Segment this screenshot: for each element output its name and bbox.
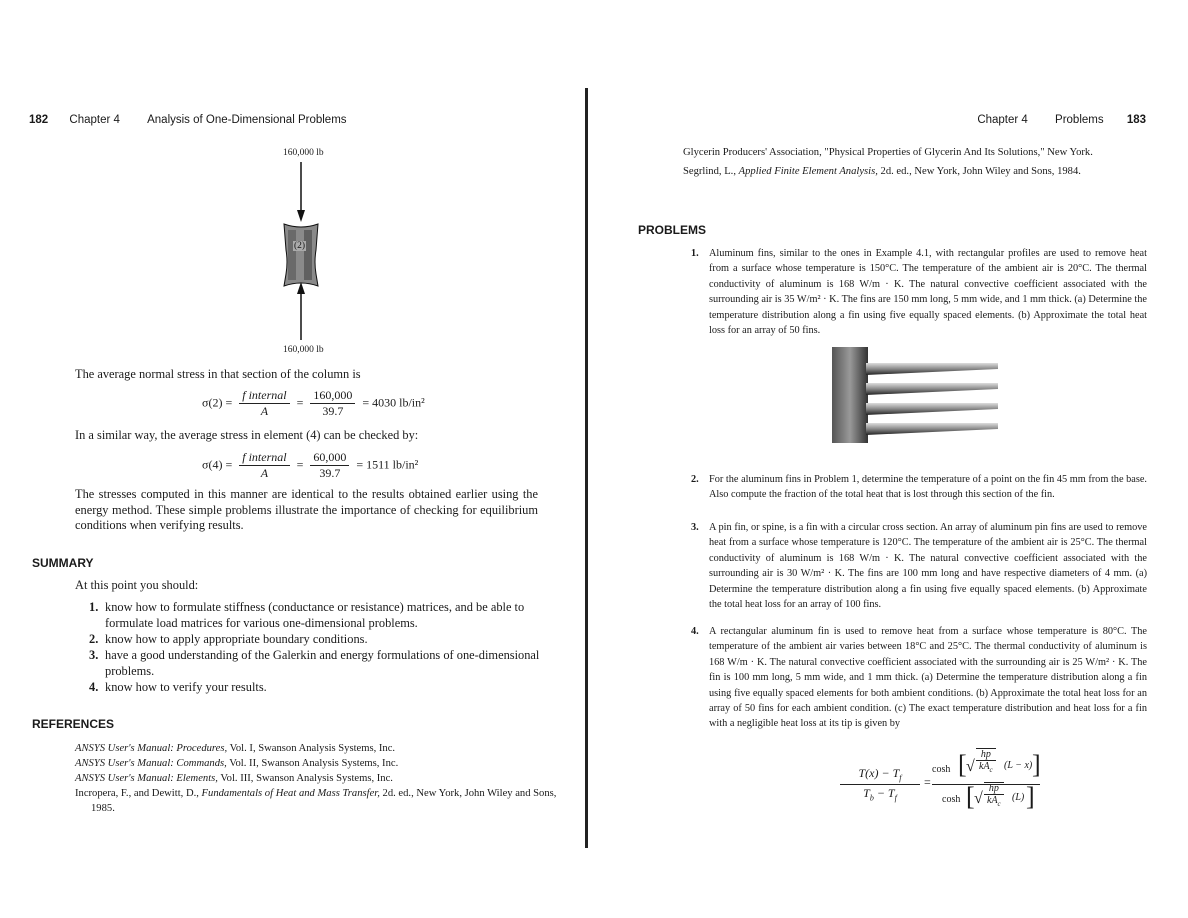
eq3-sqrt-num: hp [984, 782, 1004, 795]
eq3-bracket-left: [ [966, 782, 975, 811]
para-avg-stress: The average normal stress in that section of the column is [75, 367, 361, 381]
top-load-label: 160,000 lb [283, 148, 324, 158]
eq1-frac1 [239, 388, 289, 419]
equation-stress-2 [202, 388, 425, 419]
reference-pre: Incropera, F., and Dewitt, D., [75, 788, 202, 799]
problem-number: 4. [691, 626, 699, 637]
left-header-title: Analysis of One-Dimensional Problems [147, 114, 347, 126]
eq2-eq: = [296, 457, 304, 472]
reference-italic: ANSYS User's Manual: Elements, [75, 773, 218, 784]
element-label: (2) [294, 241, 306, 251]
problem-number: 2. [691, 474, 699, 485]
reference-rest: Vol. II, Swanson Analysis Systems, Inc. [226, 758, 399, 769]
eq3-equals: = [924, 775, 931, 789]
eq3-rhs-den [942, 782, 1035, 822]
right-header-chapter: Chapter 4 [977, 114, 1028, 126]
right-page-number: 183 [1126, 114, 1146, 126]
eq3-sqrt-sign: √ [966, 758, 975, 775]
eq1-num2: 160,000 [310, 388, 355, 404]
fin [866, 403, 998, 415]
summary-item-number: 4. [89, 680, 99, 694]
eq1-den2: 39.7 [322, 404, 344, 418]
reference-pre: Segrlind, L., [683, 166, 739, 177]
fin [866, 363, 998, 375]
eq3-lhs-den [840, 785, 920, 802]
reference-item [75, 771, 545, 786]
problems-heading: PROBLEMS [638, 223, 707, 237]
para-similar: In a similar way, the average stress in element (4) can be checked by: [75, 428, 419, 442]
eq3-top-arg: (L − x) [1004, 760, 1033, 771]
eq3-sqrt-num: hp [976, 748, 996, 761]
reference-pre: Glycerin Producers' Association, "Physical Properties of Glycerin And Its Solutions," New York. [683, 147, 1093, 158]
eq3-bracket-right: ] [1032, 750, 1041, 779]
reference-item [75, 741, 545, 756]
summary-heading: SUMMARY [32, 556, 94, 570]
eq3-lhs-den-sub: f [894, 793, 897, 803]
eq2-num1: f internal [239, 450, 289, 466]
eq3-lhs-den-sub: b [869, 793, 874, 803]
book-spine-divider [585, 88, 588, 848]
eq3-sqrt-frac [984, 782, 1004, 808]
problem-number: 1. [691, 248, 699, 259]
right-page [590, 0, 1188, 918]
equation-stress-4 [202, 450, 418, 481]
summary-item-number: 1. [89, 600, 99, 614]
problem-text: A pin fin, or spine, is a fin with a circular cross section. An array of aluminum pin fins are used to remove heat from a surface whose temperature is 120°C. The temperature of the ambient air is 25°C. The thermal conductivity of aluminum is 168 W/m · K. The natural convective coefficient associated with the surrounding air is 30 W/m² · K. The fins are 100 mm long and have respective diameters of 4 mm. (a) Determine the temperature distribution along a fin using five equally spaced elements. (b) Approximate the total heat loss for an array of 100 fins. [709, 522, 1147, 611]
reference-italic: ANSYS User's Manual: Procedures, [75, 743, 228, 754]
eq2-den1: A [260, 466, 269, 480]
eq3-lhs [840, 766, 920, 803]
eq3-lhs-num [840, 766, 920, 785]
eq3-rhs-num [932, 748, 1040, 785]
eq3-sqrt-den: kA [979, 761, 990, 772]
fin-array-figure [830, 345, 1002, 445]
eq3-sqrt-frac [976, 748, 996, 774]
eq3-sqrt-den: kA [987, 795, 998, 806]
eq1-lhs: σ(2) = [202, 395, 233, 410]
summary-item-text: know how to verify your results. [105, 680, 267, 694]
eq3-cosh-top: cosh [932, 764, 951, 775]
reference-italic: Applied Finite Element Analysis, [738, 166, 878, 177]
bottom-load-label: 160,000 lb [283, 345, 324, 355]
reference-rest: Vol. III, Swanson Analysis Systems, Inc. [217, 773, 393, 784]
reference-item [75, 756, 545, 771]
eq3-bracket-left: [ [958, 750, 967, 779]
summary-item-number: 2. [89, 632, 99, 646]
eq3-lhs-den-mid: − T [873, 786, 895, 801]
reference-item [683, 164, 1153, 179]
left-header-chapter: Chapter 4 [69, 114, 120, 126]
reference-item [75, 786, 557, 817]
reference-item [683, 145, 1153, 160]
eq1-den1: A [260, 404, 269, 418]
eq3-lhs-num-text: T(x) − T [858, 766, 900, 780]
eq3-bracket-right: ] [1026, 782, 1035, 811]
summary-item-text: know how to apply appropriate boundary conditions. [105, 632, 368, 646]
eq1-result: = 4030 lb/in² [362, 395, 425, 410]
eq3-sqrt-sign: √ [974, 790, 983, 807]
eq2-frac1 [239, 450, 289, 481]
problem-text: A rectangular aluminum fin is used to remove heat from a surface whose temperature is 80°C. The temperature of the ambient air varies between 18°C and 25°C. The thermal conductivity of aluminum is 168 W/m · K. The natural convective coefficient associated with the surrounding air is 25 W/m² · K. The fin is 100 mm long, 5 mm wide, and 1 mm thick. (a) Determine the temperature distribution along a fin using five equally spaced elements for both ambient conditions. (b) Approximate the total heat loss for an array of 50 fins for each ambient condition. (c) The exact temperature distribution and heat loss for a fin with a negligible heat loss at its tip is given by [709, 626, 1147, 730]
summary-intro: At this point you should: [75, 578, 199, 592]
eq3-cosh-bottom: cosh [942, 794, 961, 805]
right-header-title: Problems [1055, 114, 1104, 126]
eq2-lhs: σ(4) = [202, 457, 233, 472]
summary-item-text: have a good understanding of the Galerkin and energy formulations of one-dimensional problems. [105, 648, 540, 678]
problem-text: Aluminum fins, similar to the ones in Example 4.1, with rectangular profiles are used to remove heat from a surface whose temperature is 150°C. The temperature of the ambient air is 20°C. The thermal conductivity of aluminum is 168 W/m · K. The natural convective coefficient associated with the surrounding air is 35 W/m² · K. The fins are 150 mm long, 5 mm wide, and 1 mm thick. (a) Determine the temperature distribution along a fin using five equally spaced elements. (b) Approximate the total heat loss for an array of 50 fins. [709, 248, 1147, 337]
reference-rest: 2d. ed., New York, John Wiley and Sons, 1984. [877, 166, 1081, 177]
eq2-den2: 39.7 [319, 466, 341, 480]
eq1-num1: f internal [239, 388, 289, 404]
reference-rest: 2d. ed., New York, John Wiley and Sons, 1985. [91, 788, 557, 815]
eq3-lhs-den-text: T [863, 786, 870, 801]
eq2-result: = 1511 lb/in² [356, 457, 419, 472]
summary-item-number: 3. [89, 648, 99, 662]
eq3-sqrt-den-sub: c [989, 766, 993, 774]
fin [866, 423, 998, 435]
reference-rest: Vol. I, Swanson Analysis Systems, Inc. [227, 743, 396, 754]
problem-text: For the aluminum fins in Problem 1, determine the temperature of a point on the fin 45 mm from the base. Also compute the fraction of the total heat that is lost through this section of the fin. [709, 474, 1147, 501]
left-page [0, 0, 584, 918]
top-arrow-head [297, 210, 305, 222]
problem-number: 3. [691, 522, 699, 533]
eq1-frac2 [310, 388, 355, 419]
references-heading: REFERENCES [32, 717, 115, 731]
eq2-frac2 [310, 450, 349, 481]
para-stresses: The stresses computed in this manner are identical to the results obtained earlier using the energy method. These simple problems illustrate the importance of checking for equilibrium conditions when verifying results. [75, 487, 538, 533]
eq1-eq: = [296, 395, 304, 410]
left-page-number: 182 [29, 114, 49, 126]
reference-italic: Fundamentals of Heat and Mass Transfer, [201, 788, 380, 799]
fin [866, 383, 998, 395]
left-page-header [29, 114, 347, 126]
summary-item-text: know how to formulate stiffness (conductance or resistance) matrices, and be able to formulate load matrices for various one-dimensional problems. [105, 600, 525, 630]
eq3-lhs-num-sub: f [899, 773, 902, 783]
eq3-sqrt-den-sub: c [997, 800, 1001, 808]
reference-italic: ANSYS User's Manual: Commands, [75, 758, 227, 769]
eq3-bot-arg: (L) [1012, 792, 1025, 803]
right-page-header [977, 114, 1146, 126]
base-wall [832, 347, 868, 443]
eq2-num2: 60,000 [310, 450, 349, 466]
